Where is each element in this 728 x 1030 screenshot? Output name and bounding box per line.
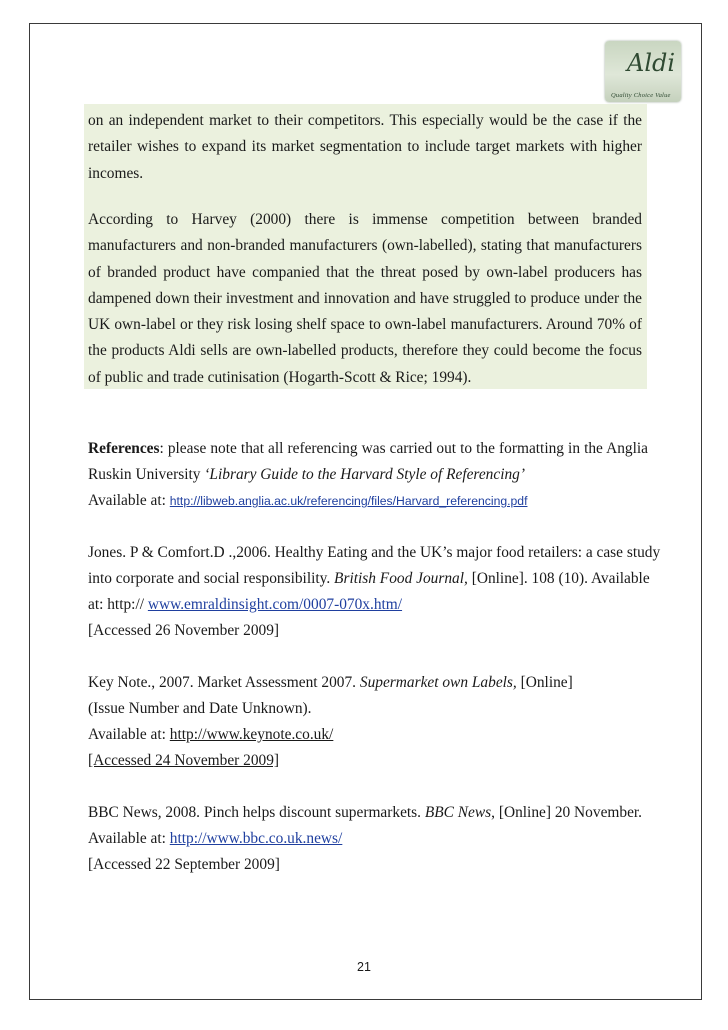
- reference-1-line-3: at: http:// www.emraldinsight.com/0007-070x.htm/: [88, 596, 403, 613]
- reference-1-journal: British Food Journal,: [334, 570, 468, 587]
- aldi-logo: [605, 41, 681, 102]
- reference-2-accessed: [Accessed 24 November 2009]: [88, 752, 280, 769]
- reference-3-title: BBC News: [424, 804, 492, 821]
- reference-1-accessed: [Accessed 26 November 2009]: [88, 622, 280, 639]
- references-intro-line-2: Ruskin University ‘Library Guide to the Harvard Style of Referencing’: [88, 466, 526, 483]
- references-section: [88, 436, 661, 878]
- reference-3-accessed: [Accessed 22 September 2009]: [88, 856, 280, 873]
- references-intro: : please note that all referencing was carried out to the formatting in the Anglia: [159, 440, 648, 457]
- reference-2-line-1: Key Note., 2007. Market Assessment 2007. Supermarket own Labels, [Online]: [88, 674, 573, 691]
- references-intro-line: [88, 436, 648, 462]
- reference-3-link[interactable]: http://www.bbc.co.uk.news/: [169, 830, 343, 847]
- reference-2-link[interactable]: http://www.keynote.co.uk/: [169, 726, 334, 743]
- paragraph-2: According to Harvey (2000) there is immense competition between branded manufacturers and non-branded manufacturers (own-labelled), stating that manufacturers of branded product have companied that the threat posed by own-label producers has dampened down their investment and innovation and have struggled to produce under the UK own-label or they risk losing shelf space to own-label manufacturers. Around 70% of the products Aldi sells are own-labelled products, therefore they could become the focus of public and trade cutinisation (Hogarth-Scott & Rice; 1994).: [88, 211, 642, 386]
- reference-3-line-2: Available at: http://www.bbc.co.uk.news/: [88, 830, 343, 847]
- guide-link[interactable]: http://libweb.anglia.ac.uk/referencing/files/Harvard_referencing.pdf: [169, 494, 528, 508]
- guide-link-line: Available at: http://libweb.anglia.ac.uk/referencing/files/Harvard_referencing.pdf: [88, 492, 528, 509]
- guide-title: ‘Library Guide to the Harvard Style of Referencing’: [204, 466, 526, 483]
- reference-1-line-2: into corporate and social responsibility. British Food Journal, [Online]. 108 (10). Available: [88, 570, 650, 587]
- reference-1-line-1: Jones. P & Comfort.D .,2006. Healthy Eating and the UK’s major food retailers: a case study: [88, 544, 661, 561]
- references-heading: References: [88, 440, 160, 457]
- reference-2-title: Supermarket own Labels,: [359, 674, 517, 691]
- logo-name: Aldi: [627, 49, 676, 77]
- logo-tagline: Quality Choice Value: [611, 92, 671, 99]
- reference-2-line-3: Available at: http://www.keynote.co.uk/: [88, 726, 334, 743]
- reference-1-link[interactable]: www.emraldinsight.com/0007-070x.htm/: [147, 596, 403, 613]
- paragraph-1: on an independent market to their competitors. This especially would be the case if the retailer wishes to expand its market segmentation to include target markets with higher incomes.: [88, 112, 642, 182]
- reference-2-line-2: (Issue Number and Date Unknown).: [88, 700, 312, 717]
- page-number: 21: [357, 960, 371, 974]
- reference-3-line-1: BBC News, 2008. Pinch helps discount supermarkets. BBC News, [Online] 20 November.: [88, 804, 643, 821]
